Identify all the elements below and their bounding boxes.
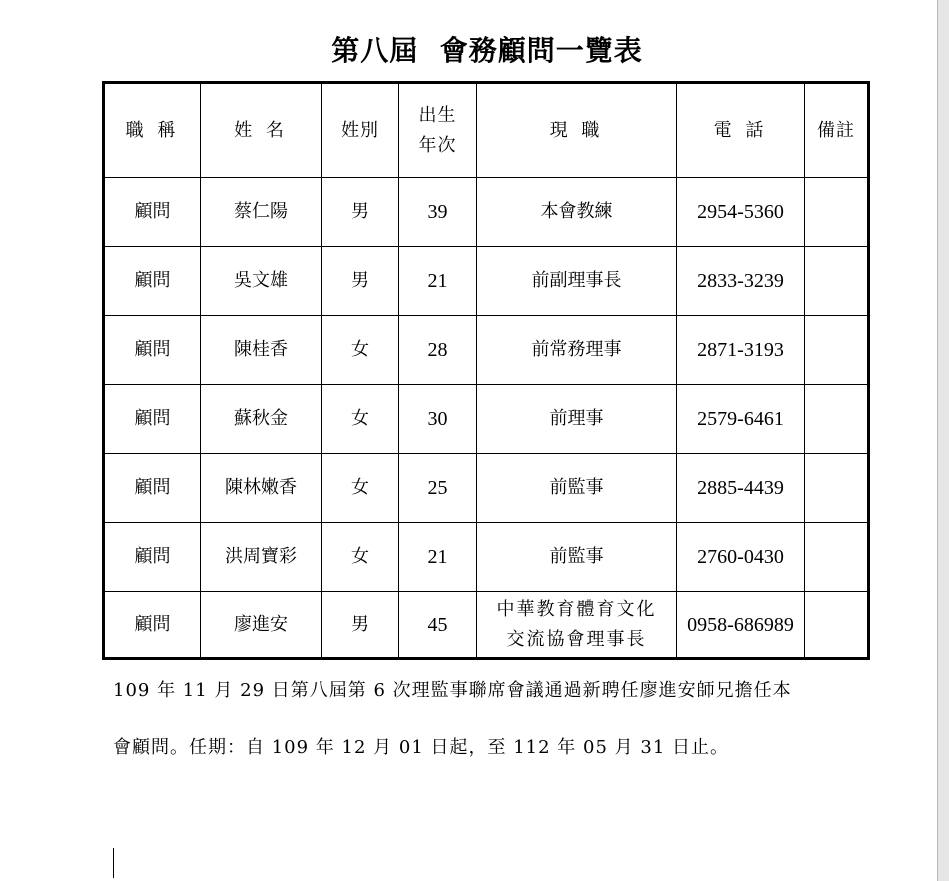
header-birth-line2: 年次 [418,134,457,156]
table-row [104,178,869,247]
cell-title: 顧問 [104,385,201,454]
cell-note [805,316,869,385]
cell-gender: 男 [322,178,399,247]
cell-phone: 2871-3193 [677,316,805,385]
cell-position: 前理事 [477,385,677,454]
cell-position [477,592,677,659]
cell-birth: 21 [399,247,477,316]
advisor-table [102,81,870,660]
cell-phone: 2760-0430 [677,523,805,592]
cell-note [805,454,869,523]
cell-title: 顧問 [104,247,201,316]
cell-position: 本會教練 [477,178,677,247]
cell-name: 陳林嫩香 [201,454,322,523]
cell-gender: 男 [322,247,399,316]
cell-name: 吳文雄 [201,247,322,316]
appointment-note-line2: 會顧問。任期：自 109 年 12 月 01 日起，至 112 年 05 月 31 日止。 [113,737,729,758]
cell-title: 顧問 [104,592,201,659]
header-name: 姓 名 [201,83,322,178]
cell-phone: 2579-6461 [677,385,805,454]
text-cursor [113,848,114,878]
document-title: 第八屆 會務顧問一覽表 [331,34,643,67]
cell-birth: 25 [399,454,477,523]
header-title: 職 稱 [104,83,201,178]
table-row [104,454,869,523]
table-row [104,385,869,454]
cell-position-line1: 中華教育體育文化 [496,598,657,620]
header-position: 現 職 [477,83,677,178]
cell-birth: 21 [399,523,477,592]
cell-position: 前常務理事 [477,316,677,385]
page-edge [937,0,949,881]
cell-gender: 女 [322,316,399,385]
table-row [104,247,869,316]
cell-note [805,247,869,316]
cell-birth: 28 [399,316,477,385]
table-row [104,592,869,659]
cell-position: 前監事 [477,454,677,523]
cell-note [805,178,869,247]
header-gender: 姓別 [322,83,399,178]
cell-birth: 45 [399,592,477,659]
table-row [104,316,869,385]
cell-name: 洪周寶彩 [201,523,322,592]
cell-phone: 2885-4439 [677,454,805,523]
cell-note [805,385,869,454]
cell-gender: 女 [322,385,399,454]
cell-title: 顧問 [104,178,201,247]
header-birth-line1: 出生 [418,104,457,126]
header-phone: 電 話 [677,83,805,178]
cell-name: 陳桂香 [201,316,322,385]
table-header-row [104,83,869,178]
cell-position: 前監事 [477,523,677,592]
cell-phone: 0958-686989 [677,592,805,659]
cell-gender: 男 [322,592,399,659]
cell-birth: 39 [399,178,477,247]
cell-title: 顧問 [104,316,201,385]
cell-title: 顧問 [104,523,201,592]
cell-name: 蘇秋金 [201,385,322,454]
cell-phone: 2833-3239 [677,247,805,316]
cell-position: 前副理事長 [477,247,677,316]
cell-position-line2: 交流協會理事長 [506,628,647,650]
cell-name: 廖進安 [201,592,322,659]
cell-gender: 女 [322,454,399,523]
cell-note [805,592,869,659]
cell-name: 蔡仁陽 [201,178,322,247]
table-row [104,523,869,592]
appointment-note-line1: 109 年 11 月 29 日第八屆第 6 次理監事聯席會議通過新聘任廖進安師兄擔任本 [113,680,792,701]
header-note: 備註 [805,83,869,178]
cell-note [805,523,869,592]
header-birth-year [399,83,477,178]
cell-title: 顧問 [104,454,201,523]
cell-gender: 女 [322,523,399,592]
cell-birth: 30 [399,385,477,454]
cell-phone: 2954-5360 [677,178,805,247]
